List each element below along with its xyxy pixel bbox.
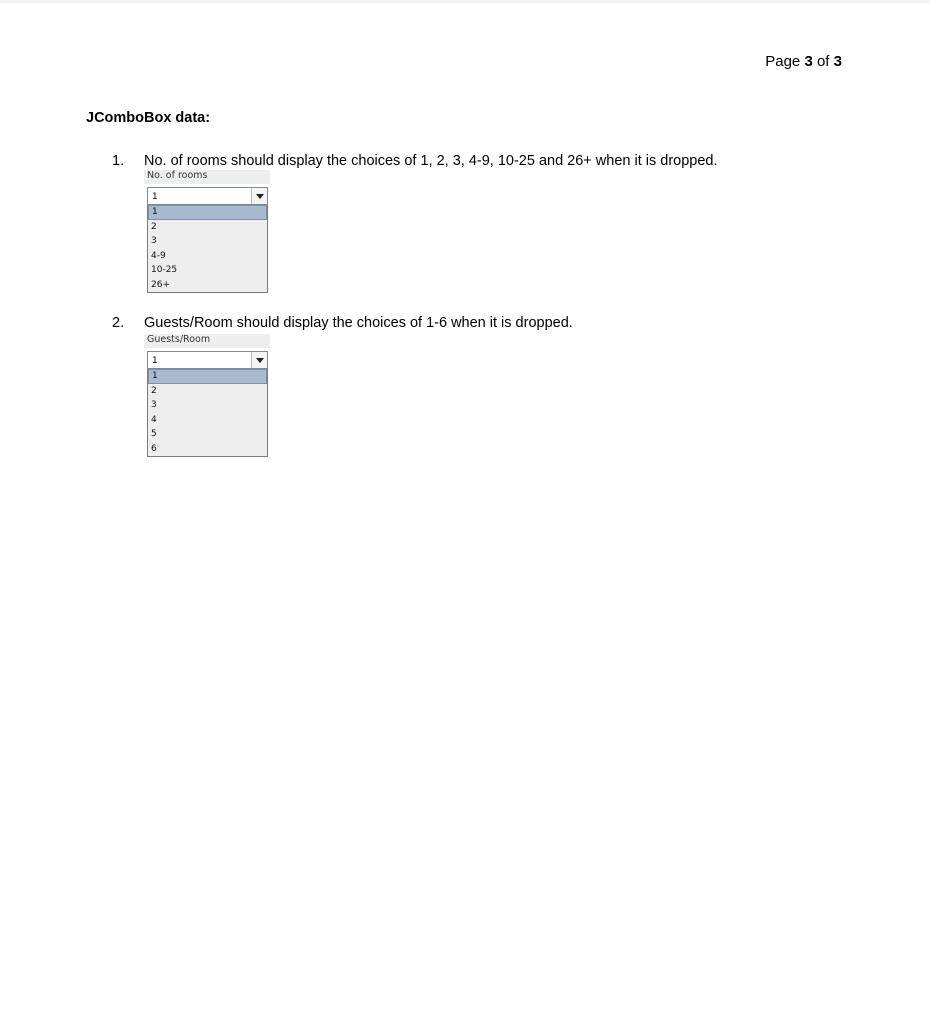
current-page: 3 bbox=[804, 53, 813, 70]
rooms-option[interactable]: 2 bbox=[151, 221, 157, 232]
list-item-rooms bbox=[112, 153, 718, 169]
chevron-down-icon bbox=[256, 194, 264, 199]
list-number: 2. bbox=[112, 315, 125, 331]
rooms-combo-label: No. of rooms bbox=[144, 170, 270, 184]
rooms-combobox[interactable] bbox=[147, 187, 268, 205]
page-top-edge bbox=[0, 0, 930, 3]
guests-option[interactable]: 2 bbox=[151, 385, 157, 396]
guests-combo-label: Guests/Room bbox=[144, 334, 270, 348]
list-number: 1. bbox=[112, 153, 125, 169]
list-text: Guests/Room should display the choices of 1-6 when it is dropped. bbox=[144, 315, 573, 331]
guests-combo-arrow-button[interactable] bbox=[251, 352, 267, 368]
list-item-guests bbox=[112, 315, 573, 331]
guests-option[interactable]: 6 bbox=[151, 443, 157, 454]
total-pages: 3 bbox=[833, 53, 842, 70]
guests-option[interactable]: 3 bbox=[151, 400, 157, 410]
rooms-option[interactable]: 4-9 bbox=[151, 250, 166, 261]
guests-dropdown-list bbox=[147, 369, 268, 457]
section-heading: JComboBox data: bbox=[86, 110, 211, 126]
rooms-option[interactable]: 26+ bbox=[151, 279, 170, 290]
rooms-combo-arrow-button[interactable] bbox=[251, 188, 267, 204]
page-number bbox=[765, 53, 842, 70]
guests-combobox[interactable] bbox=[147, 351, 268, 369]
rooms-combo-value: 1 bbox=[152, 192, 158, 202]
rooms-combo-screenshot bbox=[144, 170, 270, 293]
guests-combo-value: 1 bbox=[152, 356, 158, 366]
page-label: Page bbox=[765, 53, 801, 70]
list-text: No. of rooms should display the choices of 1, 2, 3, 4-9, 10-25 and 26+ when it is dropped. bbox=[144, 153, 718, 169]
chevron-down-icon bbox=[256, 358, 264, 363]
guests-option[interactable]: 1 bbox=[148, 369, 267, 384]
guests-combo-screenshot bbox=[144, 334, 270, 457]
guests-option[interactable]: 5 bbox=[151, 429, 157, 439]
rooms-option[interactable]: 3 bbox=[151, 236, 157, 246]
rooms-dropdown-list bbox=[147, 205, 268, 293]
rooms-option[interactable]: 1 bbox=[148, 205, 267, 220]
page-of-label: of bbox=[816, 53, 830, 70]
guests-option[interactable]: 4 bbox=[151, 414, 157, 425]
rooms-option[interactable]: 10-25 bbox=[151, 265, 178, 275]
